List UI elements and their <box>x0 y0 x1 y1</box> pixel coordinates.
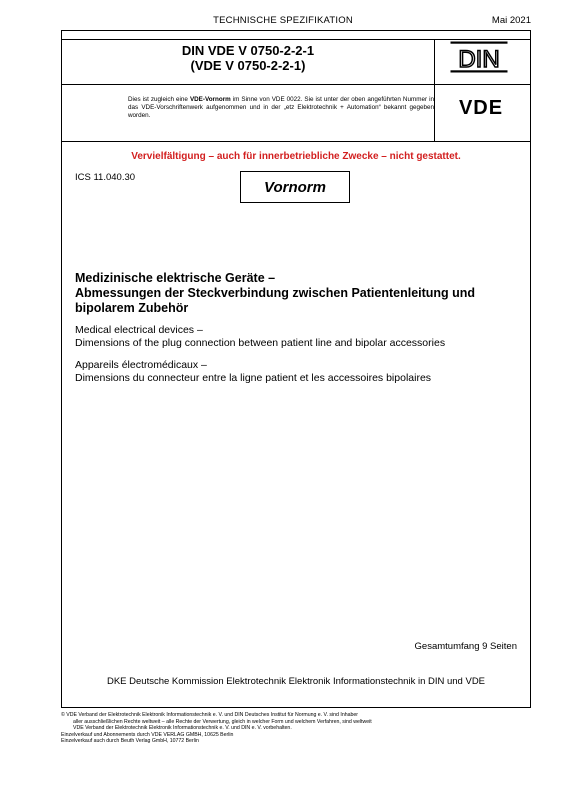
divider <box>62 84 530 85</box>
footer-line: © VDE Verband der Elektrotechnik Elektronik Informationstechnik e. V. und DIN Deutsches Institut für Normung e. V. sind Inhaber <box>61 712 358 718</box>
cover-frame <box>61 30 531 708</box>
title-french: Appareils électromédicaux – Dimensions du connecteur entre la ligne patient et les accessoires bipolaires <box>75 359 432 384</box>
reproduction-notice: Vervielfältigung – auch für innerbetriebliche Zwecke – nicht gestattet. <box>131 151 461 162</box>
din-logo <box>450 41 508 73</box>
status-box: Vornorm <box>240 171 350 203</box>
committee-line: DKE Deutsche Kommission Elektrotechnik Elektronik Informationstechnik in DIN und VDE <box>106 676 486 687</box>
vde-logo-text: VDE <box>458 97 504 118</box>
total-pages: Gesamtumfang 9 Seiten <box>414 641 517 652</box>
divider <box>62 141 530 142</box>
footer-line: aller ausschließlichen Rechte weltweit – alle Rechte der Verwertung, gleich in welcher Form und welchem Verfahren, sind weltweit <box>73 718 372 725</box>
publication-date: Mai 2021 <box>491 15 531 26</box>
document-type-label: TECHNISCHE SPEZIFIKATION <box>213 15 353 26</box>
document-number <box>62 43 434 73</box>
document-number-din: DIN VDE V 0750-2-2-1 <box>181 43 315 58</box>
din-logo-text: DIN <box>458 46 500 73</box>
footer-line: Einzelverkauf auch durch Beuth Verlag GmbH, 10772 Berlin <box>61 738 199 744</box>
divider <box>434 39 435 141</box>
footer-line: VDE Verband der Elektrotechnik Elektronik Informationstechnik e. V. und DIN e. V. vorbehalten. <box>73 725 292 731</box>
divider <box>62 39 530 40</box>
document-number-vde: (VDE V 0750-2-2-1) <box>190 58 306 73</box>
vde-logo <box>446 96 516 118</box>
copyright-footer <box>61 712 501 745</box>
footer-line: Einzelverkauf und Abonnements durch VDE VERLAG GMBH, 10625 Berlin <box>61 731 234 738</box>
vde-notice: Dies ist zugleich eine VDE-Vornorm im Sinne von VDE 0022. Sie ist unter der oben angeführten Nummer in das VDE-Vorschriftenwerk aufgenommen und in der „etz Elektrotechnik + Automation“ bekannt gegeben worden. <box>128 96 434 119</box>
title-german: Medizinische elektrische Geräte – Abmessungen der Steckverbindung zwischen Patientenleitung und bipolarem Zubehör <box>75 271 476 315</box>
ics-code: ICS 11.040.30 <box>75 172 136 183</box>
title-english: Medical electrical devices – Dimensions of the plug connection between patient line and bipolar accessories <box>75 324 446 349</box>
